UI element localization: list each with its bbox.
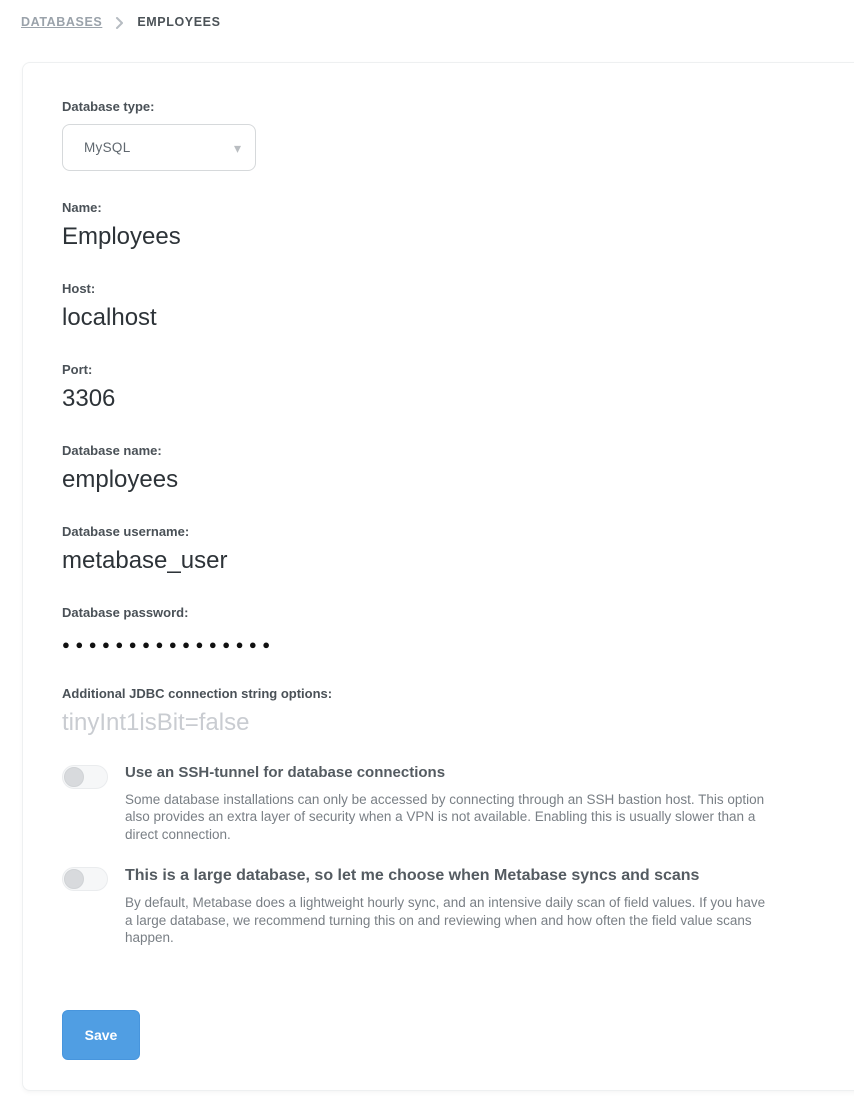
toggle-knob <box>64 767 84 787</box>
breadcrumb <box>21 15 221 29</box>
save-button[interactable]: Save <box>62 1010 140 1060</box>
database-type-field <box>62 99 841 171</box>
chevron-right-icon <box>115 17 124 29</box>
database-password-input[interactable] <box>62 627 622 657</box>
jdbc-options-field <box>62 686 841 738</box>
breadcrumb-current-employees: EMPLOYEES <box>137 15 221 29</box>
ssh-tunnel-description: Some database installations can only be accessed by connecting through an SSH bastion host. This option also provides an extra layer of security when a VPN is not available. Enabling this is usually slower than a direct connection. <box>125 791 765 842</box>
database-name-field <box>62 443 841 495</box>
large-database-toggle[interactable] <box>62 867 108 891</box>
host-field <box>62 281 841 333</box>
chevron-down-icon: ▾ <box>233 139 241 156</box>
name-field <box>62 200 841 252</box>
host-input[interactable] <box>62 303 622 333</box>
database-username-input[interactable] <box>62 546 622 576</box>
large-database-description: By default, Metabase does a lightweight hourly sync, and an intensive daily scan of field values. If you have a large database, we recommend turning this on and reviewing when and how often the field value scans happen. <box>125 895 766 946</box>
port-field <box>62 362 841 414</box>
ssh-tunnel-toggle[interactable] <box>62 765 108 789</box>
host-label: Host: <box>62 281 96 296</box>
toggle-knob <box>64 869 84 889</box>
breadcrumb-databases-link[interactable]: DATABASES <box>21 15 103 29</box>
database-password-field <box>62 605 841 657</box>
database-type-selected-value: MySQL <box>84 140 131 155</box>
database-name-input[interactable] <box>62 465 622 495</box>
port-label: Port: <box>62 362 93 377</box>
database-type-select[interactable] <box>62 124 256 171</box>
database-username-label: Database username: <box>62 524 190 539</box>
jdbc-options-label: Additional JDBC connection string options: <box>62 686 333 701</box>
database-form-card <box>22 62 854 1091</box>
large-database-setting <box>62 866 841 947</box>
jdbc-options-input[interactable] <box>62 708 622 738</box>
large-database-label: This is a large database, so let me choose when Metabase syncs and scans <box>125 867 700 885</box>
database-type-label: Database type: <box>62 99 155 114</box>
ssh-tunnel-setting <box>62 764 841 843</box>
name-input[interactable] <box>62 222 622 252</box>
name-label: Name: <box>62 200 102 215</box>
ssh-tunnel-label: Use an SSH-tunnel for database connections <box>125 764 446 781</box>
database-name-label: Database name: <box>62 443 162 458</box>
database-password-label: Database password: <box>62 605 189 620</box>
port-input[interactable] <box>62 384 622 414</box>
database-username-field <box>62 524 841 576</box>
